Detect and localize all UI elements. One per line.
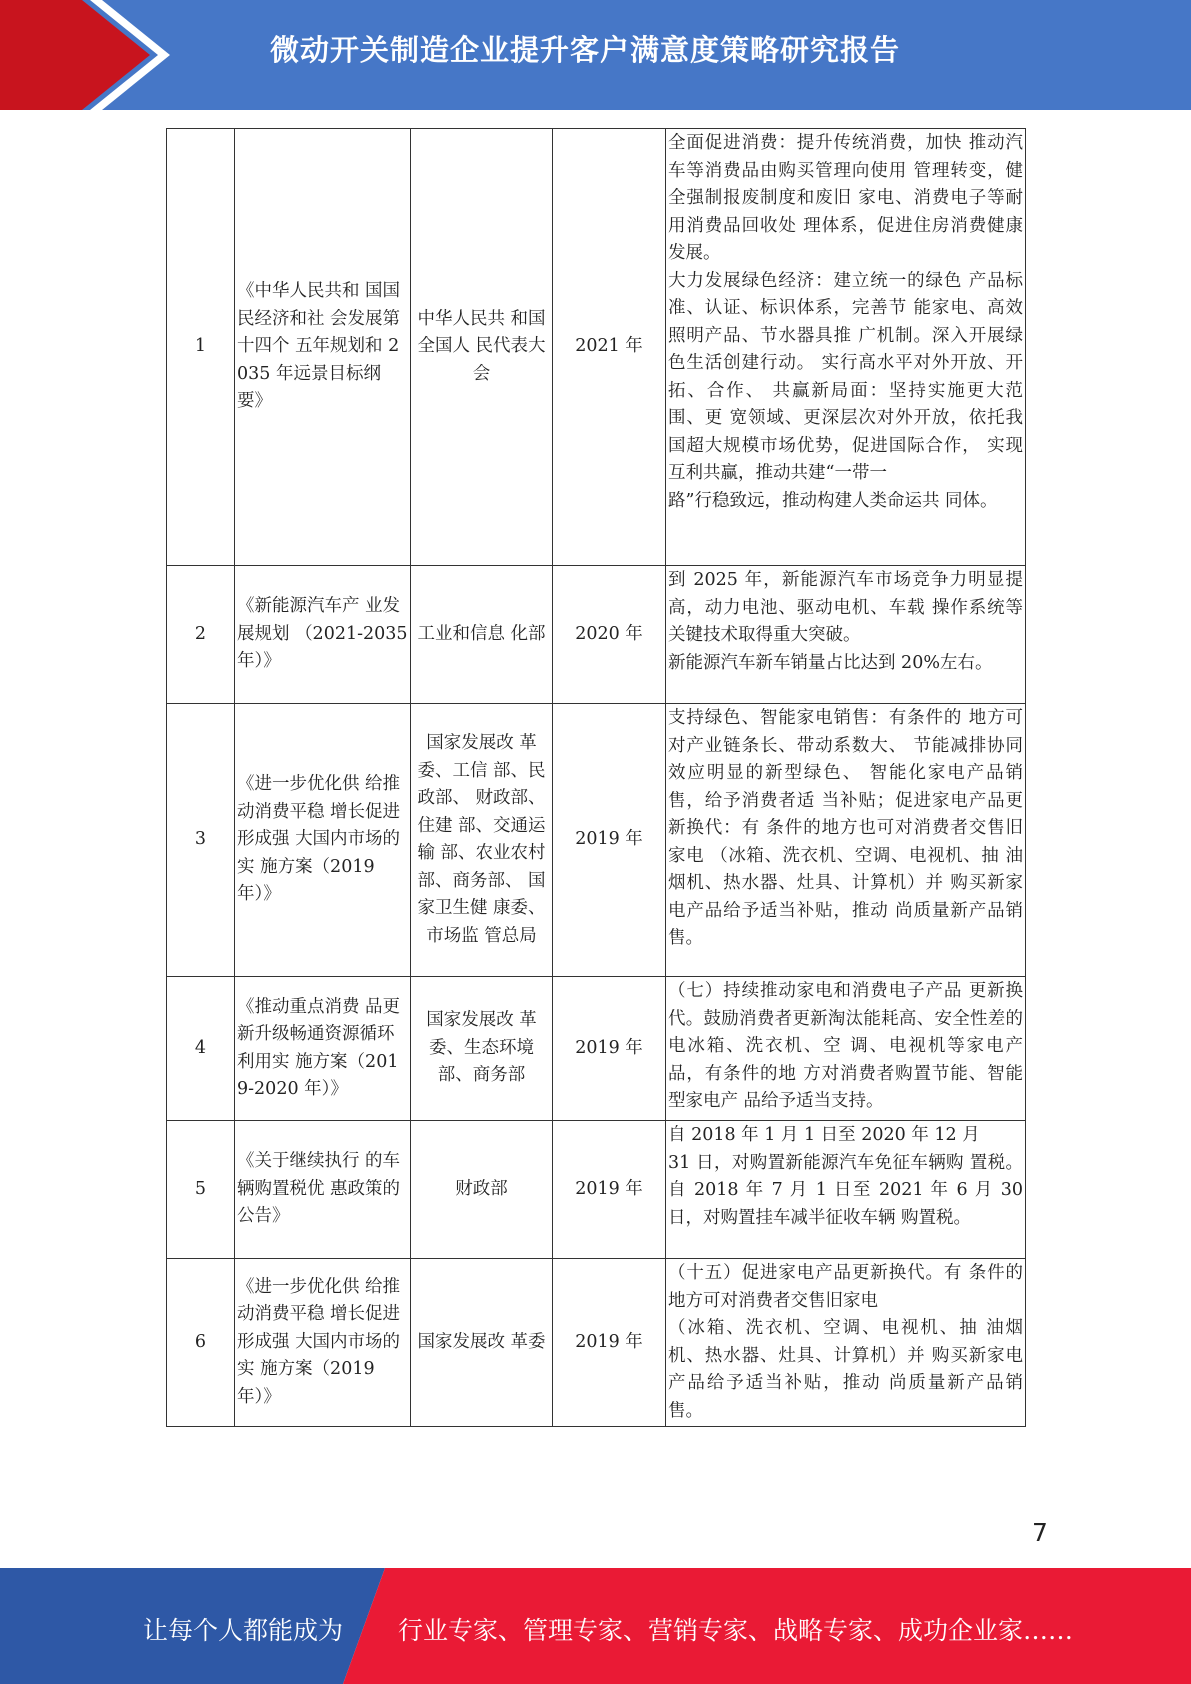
row-number: 1 xyxy=(167,129,235,566)
row-number: 5 xyxy=(167,1121,235,1259)
policy-issuer: 国家发展改 革委、工信 部、民政部、 财政部、住建 部、交通运输 部、农业农村 部、商务部、 国家卫生健 康委、市场监 管总局 xyxy=(411,704,553,977)
policy-title: 《中华人民共和 国国民经济和社 会发展第十四个 五年规划和 2035 年远景目标纲 要》 xyxy=(235,129,411,566)
content-paragraph: 路”行稳致远，推动构建人类命运共 同体。 xyxy=(668,490,998,511)
table-row xyxy=(167,129,1026,566)
policy-content xyxy=(666,129,1026,566)
row-number: 6 xyxy=(167,1259,235,1427)
policy-title: 《推动重点消费 品更新升级畅通资源循环利用实 施方案（2019-2020 年）》 xyxy=(235,977,411,1121)
row-number: 4 xyxy=(167,977,235,1121)
policy-year: 2019 年 xyxy=(553,1121,666,1259)
policy-content xyxy=(666,1259,1026,1427)
footer-slogan-right: 行业专家、管理专家、营销专家、战略专家、成功企业家…… xyxy=(398,1616,1074,1645)
table-row xyxy=(167,566,1026,704)
policy-table-wrapper xyxy=(166,128,1026,1427)
table-row xyxy=(167,1259,1026,1427)
content-paragraph: （七）持续推动家电和消费电子产品 更新换代。鼓励消费者更新淘汰能耗高、安全性差的电冰箱、洗衣机、空 调、电视机等家电产品，有条件的地 方对消费者购置节能、智能型家电产 品给予适当支持。 xyxy=(668,981,1023,1111)
policy-issuer: 国家发展改 革委 xyxy=(411,1259,553,1427)
content-paragraph: 全面促进消费：提升传统消费，加快 推动汽车等消费品由购买管理向使用 管理转变，健全强制报废制度和废旧 家电、消费电子等耐用消费品回收处 理体系，促进住房消费健康发展。 xyxy=(668,133,1023,263)
policy-content xyxy=(666,1121,1026,1259)
policy-title: 《新能源汽车产 业发展规划 （2021-2035 年）》 xyxy=(235,566,411,704)
policy-year: 2020 年 xyxy=(553,566,666,704)
policy-title: 《关于继续执行 的车辆购置税优 惠政策的公告》 xyxy=(235,1121,411,1259)
page-number: 7 xyxy=(1032,1518,1048,1547)
content-paragraph: 自 2018 年 1 月 1 日至 2020 年 12 月 xyxy=(668,1125,980,1145)
policy-year: 2019 年 xyxy=(553,977,666,1121)
content-paragraph: （冰箱、洗衣机、空调、电视机、抽 油烟机、热水器、灶具、计算机）并 购买新家电产品给予适当补贴，推动 尚质量新产品销售。 xyxy=(668,1318,1023,1421)
policy-issuer: 国家发展改 革委、生态环境部、商务部 xyxy=(411,977,553,1121)
table-row xyxy=(167,704,1026,977)
policy-title: 《进一步优化供 给推动消费平稳 增长促进形成强 大国内市场的实 施方案（2019 年）》 xyxy=(235,704,411,977)
policy-title: 《进一步优化供 给推动消费平稳 增长促进形成强 大国内市场的实 施方案（2019 年）》 xyxy=(235,1259,411,1427)
policy-year: 2019 年 xyxy=(553,704,666,977)
content-paragraph: 大力发展绿色经济：建立统一的绿色 产品标准、认证、标识体系，完善节 能家电、高效照明产品、节水器具推 广机制。深入开展绿色生活创建行动。 实行高水平对外开放、开拓、合作、 共赢新局面：坚持实施更大范围、更 宽领域、更深层次对外开放，依托我 国超大规模市场优势，促进国际合作， 实现互利共赢，推动共建“一带一 xyxy=(668,270,1023,483)
policy-content xyxy=(666,977,1026,1121)
content-paragraph: 31 日，对购置新能源汽车免征车辆购 置税。自 2018 年 7 月 1 日至 2021 年 6 月 30 日，对购置挂车减半征收车辆 购置税。 xyxy=(668,1152,1023,1228)
content-paragraph: （十五）促进家电产品更新换代。有 条件的地方可对消费者交售旧家电 xyxy=(668,1263,1023,1311)
content-paragraph: 到 2025 年，新能源汽车市场竞争力明显提高，动力电池、驱动电机、车载 操作系统等关键技术取得重大突破。 xyxy=(668,570,1023,645)
footer-slogan-left: 让每个人都能成为 xyxy=(143,1616,344,1645)
policy-table xyxy=(166,128,1026,1427)
policy-issuer: 中华人民共 和国全国人 民代表大会 xyxy=(411,129,553,566)
table-row xyxy=(167,1121,1026,1259)
policy-content xyxy=(666,704,1026,977)
content-paragraph: 支持绿色、智能家电销售：有条件的 地方可对产业链条长、带动系数大、 节能减排协同效应明显的新型绿色、 智能化家电产品销售，给予消费者适 当补贴；促进家电产品更新换代：有 条件的地方也可对消费者交售旧家电 （冰箱、洗衣机、空调、电视机、抽 油烟机、热水器、灶具、计算机）并 购买新家电产品给予适当补贴，推动 尚质量新产品销售。 xyxy=(668,708,1023,948)
policy-issuer: 财政部 xyxy=(411,1121,553,1259)
row-number: 2 xyxy=(167,566,235,704)
policy-year: 2021 年 xyxy=(553,129,666,566)
page-header xyxy=(0,0,1191,110)
content-paragraph: 新能源汽车新车销量占比达到 20%左右。 xyxy=(668,652,993,673)
policy-issuer: 工业和信息 化部 xyxy=(411,566,553,704)
policy-content xyxy=(666,566,1026,704)
table-row xyxy=(167,977,1026,1121)
row-number: 3 xyxy=(167,704,235,977)
report-title: 微动开关制造企业提升客户满意度策略研究报告 xyxy=(270,33,901,67)
policy-year: 2019 年 xyxy=(553,1259,666,1427)
page-footer xyxy=(0,1568,1191,1684)
